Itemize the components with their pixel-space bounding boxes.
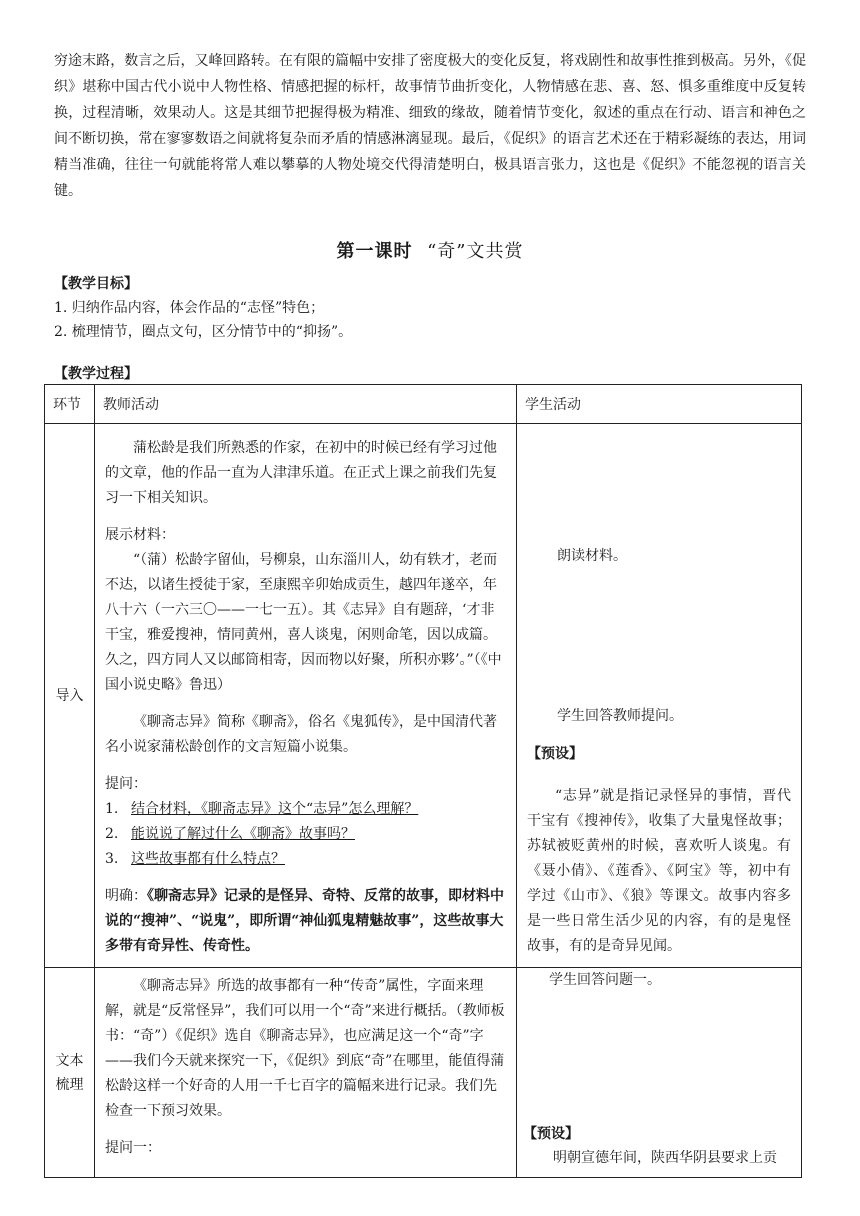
liaozhai-intro: 《聊斋志异》简称《聊斋》，俗名《鬼狐传》，是中国清代著名小说家蒲松龄创作的文言短篇小说集。: [105, 714, 497, 755]
preset-text: “志异”就是指记录怪异的事情，晋代干宝有《搜神传》，收集了大量鬼怪故事；苏轼被贬黄州的时候，喜欢听人谈鬼。有《聂小倩》、《莲香》、《阿宝》等，初中有学过《山市》、《狼》等课文。故事内容多是一些日常生活少见的内容，有的是鬼怪故事，有的是奇异见闻。: [527, 788, 791, 954]
stage-intro: 导入: [45, 424, 95, 968]
list-item: [105, 847, 506, 872]
header-teacher: 教师活动: [95, 385, 517, 424]
list-item: [105, 797, 506, 822]
student-answer-q1: 学生回答问题一。: [549, 972, 661, 988]
table-header-row: [45, 385, 802, 424]
question-number: 1.: [105, 801, 119, 817]
header-stage: 环节: [45, 385, 95, 424]
review-text: 《聊斋志异》所选的故事都有一种“传奇”属性，字面来理解，就是“反常怪异”，我们可以用一个“奇”来进行概括。（教师板书：“奇”）《促织》选自《聊斋志异》，也应满足这一个“奇”字——我们今天就来探究一下，《促织》到底“奇”在哪里，能值得蒲松龄这样一个好奇的人用一千七百字的篇幅来进行记录。我们先检查一下预习效果。: [105, 978, 505, 1119]
goal-item: 1. 归纳作品内容，体会作品的“志怪”特色；: [54, 300, 325, 316]
lesson-title-part1: 第一课时: [336, 241, 413, 262]
table-row-text-review: [45, 968, 802, 1178]
preset-text: 明朝宣德年间，陕西华阴县要求上贡: [553, 1150, 777, 1166]
table-row-intro: [45, 424, 802, 968]
student-activity-intro: [517, 424, 802, 968]
material-label: 展示材料：: [105, 527, 175, 543]
header-student: 学生活动: [517, 385, 802, 424]
process-heading: 【教学过程】: [54, 366, 138, 382]
intro-paragraph: 穷途末路，数言之后，又峰回路转。在有限的篇幅中安排了密度极大的变化反复，将戏剧性和故事性推到极高。另外，《促织》堪称中国古代小说中人物性格、情感把握的标杆，故事情节曲折变化，人物情感在悲、喜、怒、惧多重维度中反复转换，过程清晰，效果动人。这是其细节把握得极为精准、细致的缘故，随着情节变化，叙述的重点在行动、语言和神色之间不断切换，常在寥寥数语之间就将复杂而矛盾的情感淋漓显现。最后，《促织》的语言艺术还在于精彩凝练的表达，用词精当准确，往往一句就能将常人难以攀摹的人物处境交代得清楚明白，极具语言张力，这也是《促织》不能忽视的语言关键。: [54, 53, 806, 199]
question-label: 提问：: [105, 776, 147, 792]
teaching-goals: [54, 272, 806, 344]
teacher-intro-text: 蒲松龄是我们所熟悉的作家，在初中的时候已经有学习过他的文章，他的作品一直为人津津乐道。在正式上课之前我们先复习一下相关知识。: [105, 440, 497, 506]
question-number: 3.: [105, 851, 119, 867]
question-list: [105, 797, 506, 872]
stage-line: 梳理: [55, 1076, 84, 1093]
student-answer: 学生回答教师提问。: [557, 708, 683, 724]
question-one-label: 提问一：: [105, 1140, 161, 1156]
process-table: [44, 384, 802, 1178]
preset-label: 【预设】: [527, 746, 583, 762]
goals-heading: 【教学目标】: [54, 276, 138, 292]
student-activity-review: [517, 968, 802, 1178]
question-text: 能说说了解过什么《聊斋》故事吗？: [131, 826, 355, 842]
material-quote: “（蒲）松龄字留仙，号柳泉，山东淄川人，幼有轶才，老而不达，以诸生授徒于家，至康熙辛卯始成贡生，越四年遂卒，年八十六（一六三〇——一七一五）。其《志异》自有题辞，‘才非干宝，雅爱搜神，情同黄州，喜人谈鬼，闲则命笔，因以成篇。久之，四方同人又以邮筒相寄，因而物以好聚，所积亦夥’。”（《中国小说史略》鲁迅）: [105, 552, 502, 693]
goal-item: 2. 梳理情节，圈点文句，区分情节中的“抑扬”。: [54, 324, 353, 340]
stage-text-review: [45, 968, 95, 1178]
question-text: 结合材料，《聊斋志异》这个“志异”怎么理解？: [131, 801, 419, 817]
answer-prefix: 明确：: [105, 888, 147, 904]
preset-label: 【预设】: [523, 1126, 579, 1142]
student-read: 朗读材料。: [557, 548, 627, 564]
question-number: 2.: [105, 826, 119, 842]
stage-line: 文本: [55, 1052, 84, 1069]
answer-block: [105, 884, 506, 959]
teacher-activity-review: [95, 968, 517, 1178]
lesson-title: [0, 237, 860, 263]
question-text: 这些故事都有什么特点？: [131, 851, 285, 867]
lesson-title-part2: “奇”文共赏: [427, 241, 524, 262]
list-item: [105, 822, 506, 847]
answer-text: 《聊斋志异》记录的是怪异、奇特、反常的故事，即材料中说的“搜神”、“说鬼”，即所谓“神仙狐鬼精魅故事”，这些故事大多带有奇异性、传奇性。: [105, 888, 504, 954]
teacher-activity-intro: [95, 424, 517, 968]
